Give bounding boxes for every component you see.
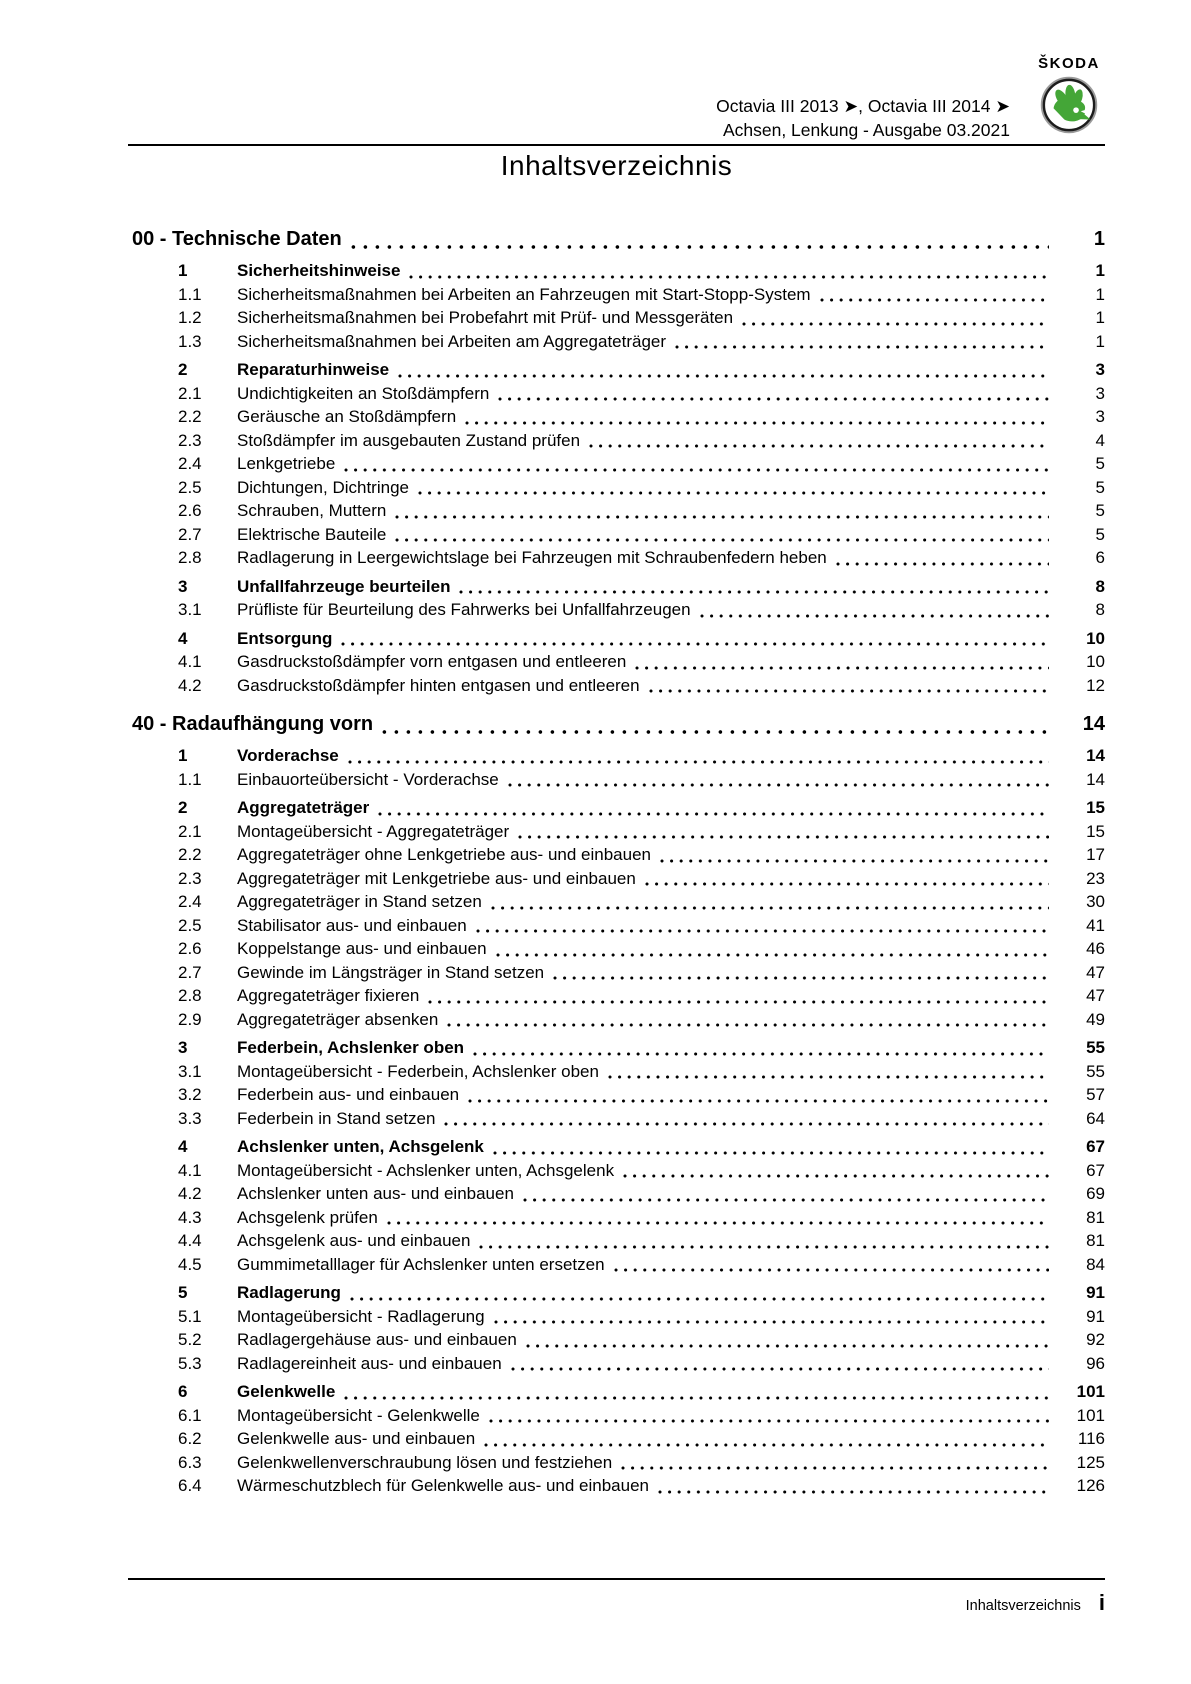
dot-leader xyxy=(444,1122,1049,1126)
toc-entry-number: 4.5 xyxy=(178,1254,202,1274)
toc-entry-number: 2 xyxy=(178,360,188,379)
toc-entry-number: 2.5 xyxy=(178,477,202,497)
toc-entry-number: 1.1 xyxy=(178,769,202,789)
dot-leader xyxy=(498,397,1049,401)
toc-entry-page: 81 xyxy=(1086,1207,1105,1227)
toc-entry-number: 2.8 xyxy=(178,986,202,1005)
toc-entry-label: 40 - Radaufhängung vorn xyxy=(132,713,374,735)
toc-entry-number: 5.2 xyxy=(178,1330,202,1349)
dot-leader xyxy=(700,614,1049,618)
toc-entry-row xyxy=(128,914,1105,938)
toc-entry-row xyxy=(128,1229,1105,1253)
toc-entry-label: Montageübersicht - Federbein, Achslenker oben xyxy=(237,1061,599,1081)
toc-entry-number: 3 xyxy=(178,576,188,596)
toc-entry-page: 8 xyxy=(1095,600,1105,619)
dot-leader xyxy=(344,1396,1049,1400)
toc-entry-label: Radlagerung xyxy=(237,1283,341,1302)
toc-entry-page: 6 xyxy=(1095,548,1105,567)
toc-entry-number: 3.1 xyxy=(178,600,202,619)
toc-entry-row xyxy=(128,452,1105,476)
toc-entry-row xyxy=(128,890,1105,914)
skoda-winged-arrow-icon xyxy=(1038,75,1100,135)
toc-entry-number: 4.1 xyxy=(178,652,202,671)
dot-leader xyxy=(526,1344,1049,1348)
toc-entry-page: 14 xyxy=(1082,713,1105,735)
dot-leader xyxy=(523,1198,1049,1202)
toc-entry-row xyxy=(128,1206,1105,1230)
toc-entry-row xyxy=(128,283,1105,307)
toc-entry-number: 4.3 xyxy=(178,1207,202,1227)
toc-entry-number: 1.2 xyxy=(178,308,202,327)
toc-entry-row xyxy=(128,820,1105,844)
toc-entry-page: 55 xyxy=(1086,1038,1105,1057)
toc-entry-number: 1 xyxy=(178,746,188,765)
toc-entry-row xyxy=(128,627,1105,651)
toc-entry-row xyxy=(128,1036,1105,1060)
toc-entry-label: Lenkgetriebe xyxy=(237,454,336,473)
toc-entry-row xyxy=(128,429,1105,453)
toc-entry-number: 2 xyxy=(178,798,188,817)
header-divider xyxy=(128,144,1105,146)
toc-entry-page: 84 xyxy=(1086,1254,1105,1274)
toc-entry-page: 5 xyxy=(1095,477,1105,497)
skoda-wordmark: ŠKODA xyxy=(1038,55,1100,72)
toc-entry-label: Stoßdämpfer im ausgebauten Zustand prüfen xyxy=(237,430,581,450)
toc-entry-label: Sicherheitsmaßnahmen bei Probefahrt mit Prüf- und Messgeräten xyxy=(237,308,734,327)
toc-entry-page: 17 xyxy=(1086,845,1105,864)
toc-entry-number: 6.4 xyxy=(178,1476,202,1495)
toc-entry-number: 4.2 xyxy=(178,675,202,695)
toc-entry-number: 6.3 xyxy=(178,1452,202,1472)
toc-entry-number: 5 xyxy=(178,1283,188,1302)
toc-entry-label: Achslenker unten, Achsgelenk xyxy=(237,1137,484,1156)
dot-leader xyxy=(465,421,1049,425)
toc-entry-page: 67 xyxy=(1086,1137,1105,1156)
toc-entry-page: 67 xyxy=(1086,1160,1105,1180)
toc-entry-page: 101 xyxy=(1076,1382,1105,1401)
toc-entry-row xyxy=(128,1060,1105,1084)
toc-entry-number: 2.8 xyxy=(178,548,202,567)
toc-entry-row xyxy=(128,744,1105,768)
toc-entry-row xyxy=(128,867,1105,891)
dot-leader xyxy=(623,1174,1049,1178)
toc-entry-page: 1 xyxy=(1095,308,1105,327)
footer-label: Inhaltsverzeichnis xyxy=(965,1598,1081,1614)
toc-entry-label: Gelenkwellenverschraubung lösen und festziehen xyxy=(237,1452,613,1472)
table-of-contents xyxy=(128,212,1105,1498)
toc-entry-page: 15 xyxy=(1086,821,1105,841)
toc-entry-label: Montageübersicht - Gelenkwelle xyxy=(237,1405,480,1425)
toc-entry-number: 2.6 xyxy=(178,939,202,958)
toc-chapter-row xyxy=(128,225,1105,254)
toc-entry-label: Aggregateträger absenken xyxy=(237,1009,439,1029)
dot-leader xyxy=(660,859,1049,863)
toc-entry-row xyxy=(128,330,1105,354)
toc-entry-number: 2.2 xyxy=(178,407,202,426)
toc-entry-number: 5.1 xyxy=(178,1306,202,1326)
toc-entry-number: 3.1 xyxy=(178,1061,202,1081)
toc-entry-label: Aggregateträger ohne Lenkgetriebe aus- und einbauen xyxy=(237,845,651,864)
toc-entry-number: 4.4 xyxy=(178,1231,202,1250)
skoda-logo xyxy=(1031,56,1107,135)
header-edition-line: Achsen, Lenkung - Ausgabe 03.2021 xyxy=(722,120,1010,140)
dot-leader xyxy=(511,1367,1049,1371)
header-model-line: Octavia III 2013 ➤, Octavia III 2014 ➤ xyxy=(716,96,1010,116)
toc-entry-label: Gewinde im Längsträger in Stand setzen xyxy=(237,962,545,982)
toc-entry-page: 64 xyxy=(1086,1108,1105,1128)
toc-entry-label: Montageübersicht - Radlagerung xyxy=(237,1306,485,1326)
toc-entry-number: 2.7 xyxy=(178,524,202,544)
dot-leader xyxy=(447,1023,1049,1027)
toc-entry-page: 10 xyxy=(1086,652,1105,671)
dot-leader xyxy=(589,444,1049,448)
toc-entry-label: Koppelstange aus- und einbauen xyxy=(237,939,487,958)
toc-entry-row xyxy=(128,1083,1105,1107)
dot-leader xyxy=(341,642,1049,646)
dot-leader xyxy=(459,590,1049,594)
toc-entry-page: 3 xyxy=(1095,383,1105,403)
toc-entry-row xyxy=(128,1107,1105,1131)
toc-entry-page: 91 xyxy=(1086,1283,1105,1302)
toc-entry-row xyxy=(128,1159,1105,1183)
toc-entry-page: 55 xyxy=(1086,1061,1105,1081)
toc-entry-label: Achslenker unten aus- und einbauen xyxy=(237,1184,514,1203)
dot-leader xyxy=(479,1245,1049,1249)
dot-leader xyxy=(608,1075,1049,1079)
toc-entry-page: 92 xyxy=(1086,1330,1105,1349)
toc-entry-page: 126 xyxy=(1076,1476,1105,1495)
toc-entry-label: Sicherheitshinweise xyxy=(237,261,401,280)
toc-entry-number: 4.1 xyxy=(178,1160,202,1180)
toc-entry-label: Montageübersicht - Aggregateträger xyxy=(237,821,510,841)
toc-entry-label: Sicherheitsmaßnahmen bei Arbeiten am Aggregateträger xyxy=(237,331,667,351)
toc-entry-page: 5 xyxy=(1095,501,1105,520)
dot-leader xyxy=(351,245,1049,249)
toc-entry-label: Aggregateträger fixieren xyxy=(237,986,420,1005)
toc-entry-number: 4 xyxy=(178,628,188,648)
toc-entry-row xyxy=(128,1352,1105,1376)
toc-entry-row xyxy=(128,650,1105,674)
toc-entry-page: 47 xyxy=(1086,986,1105,1005)
toc-entry-number: 1 xyxy=(178,261,188,280)
toc-entry-row xyxy=(128,1328,1105,1352)
dot-leader xyxy=(614,1268,1049,1272)
toc-entry-label: Radlagergehäuse aus- und einbauen xyxy=(237,1330,517,1349)
toc-entry-number: 6 xyxy=(178,1382,188,1401)
toc-entry-row xyxy=(128,1253,1105,1277)
page-title: Inhaltsverzeichnis xyxy=(500,150,733,181)
toc-entry-page: 3 xyxy=(1095,407,1105,426)
toc-entry-row xyxy=(128,306,1105,330)
dot-leader xyxy=(348,760,1049,764)
toc-entry-row xyxy=(128,476,1105,500)
toc-entry-label: Wärmeschutzblech für Gelenkwelle aus- und einbauen xyxy=(237,1476,650,1495)
toc-entry-page: 3 xyxy=(1095,360,1105,379)
toc-entry-label: Reparaturhinweise xyxy=(237,360,390,379)
toc-entry-row xyxy=(128,598,1105,622)
toc-entry-label: Dichtungen, Dichtringe xyxy=(237,477,409,497)
toc-entry-number: 6.2 xyxy=(178,1429,202,1448)
toc-entry-number: 2.5 xyxy=(178,915,202,935)
toc-entry-label: Gasdruckstoßdämpfer hinten entgasen und entleeren xyxy=(237,675,640,695)
toc-entry-row xyxy=(128,546,1105,570)
toc-entry-number: 2.1 xyxy=(178,821,202,841)
toc-entry-row xyxy=(128,1474,1105,1498)
dot-leader xyxy=(395,515,1049,519)
toc-entry-page: 49 xyxy=(1086,1009,1105,1029)
toc-entry-number: 2.4 xyxy=(178,454,202,473)
toc-entry-row xyxy=(128,259,1105,283)
dot-leader xyxy=(473,1052,1049,1056)
toc-entry-label: Aggregateträger in Stand setzen xyxy=(237,892,482,911)
toc-entry-page: 14 xyxy=(1086,769,1105,789)
toc-entry-label: Federbein in Stand setzen xyxy=(237,1108,436,1128)
dot-leader xyxy=(491,906,1049,910)
toc-entry-label: Schrauben, Muttern xyxy=(237,501,387,520)
toc-entry-label: Unfallfahrzeuge beurteilen xyxy=(237,576,451,596)
toc-entry-page: 10 xyxy=(1086,628,1105,648)
dot-leader xyxy=(382,730,1049,734)
toc-entry-label: Gummimetalllager für Achslenker unten ersetzen xyxy=(237,1254,605,1274)
toc-entry-page: 69 xyxy=(1086,1184,1105,1203)
toc-entry-page: 46 xyxy=(1086,939,1105,958)
dot-leader xyxy=(378,812,1049,816)
toc-entry-page: 1 xyxy=(1095,261,1105,280)
toc-entry-number: 4 xyxy=(178,1137,188,1156)
toc-entry-page: 1 xyxy=(1095,331,1105,351)
dot-leader xyxy=(645,882,1049,886)
toc-entry-row xyxy=(128,984,1105,1008)
toc-entry-number: 3 xyxy=(178,1038,188,1057)
toc-entry-label: Elektrische Bauteile xyxy=(237,524,387,544)
toc-entry-label: Undichtigkeiten an Stoßdämpfern xyxy=(237,383,490,403)
toc-entry-label: Gelenkwelle xyxy=(237,1382,336,1401)
dot-leader xyxy=(468,1099,1049,1103)
toc-entry-page: 96 xyxy=(1086,1353,1105,1373)
dot-leader xyxy=(489,1419,1049,1423)
dot-leader xyxy=(496,953,1049,957)
dot-leader xyxy=(742,322,1049,326)
dot-leader xyxy=(553,976,1049,980)
dot-leader xyxy=(428,1000,1049,1004)
toc-entry-row xyxy=(128,1281,1105,1305)
toc-entry-label: Prüfliste für Beurteilung des Fahrwerks bei Unfallfahrzeugen xyxy=(237,600,691,619)
toc-entry-page: 125 xyxy=(1076,1452,1105,1472)
footer-page-roman: i xyxy=(1098,1590,1105,1615)
toc-entry-label: Achsgelenk prüfen xyxy=(237,1207,378,1227)
toc-entry-number: 3.2 xyxy=(178,1085,202,1104)
toc-entry-page: 1 xyxy=(1095,284,1105,304)
dot-leader xyxy=(508,783,1049,787)
toc-entry-number: 2.3 xyxy=(178,868,202,888)
toc-entry-row xyxy=(128,961,1105,985)
dot-leader xyxy=(635,666,1049,670)
dot-leader xyxy=(398,374,1049,378)
toc-entry-row xyxy=(128,405,1105,429)
toc-entry-page: 12 xyxy=(1086,675,1105,695)
toc-entry-number: 4.2 xyxy=(178,1184,202,1203)
toc-entry-page: 41 xyxy=(1086,915,1105,935)
dot-leader xyxy=(387,1221,1049,1225)
toc-entry-row xyxy=(128,358,1105,382)
toc-entry-number: 2.2 xyxy=(178,845,202,864)
toc-entry-row xyxy=(128,1380,1105,1404)
toc-entry-number: 2.3 xyxy=(178,430,202,450)
toc-entry-label: Achsgelenk aus- und einbauen xyxy=(237,1231,471,1250)
dot-leader xyxy=(350,1297,1049,1301)
toc-entry-row xyxy=(128,768,1105,792)
dot-leader xyxy=(649,689,1049,693)
toc-entry-label: Federbein, Achslenker oben xyxy=(237,1038,465,1057)
toc-entry-number: 2.4 xyxy=(178,892,202,911)
toc-entry-number: 2.7 xyxy=(178,962,202,982)
toc-entry-page: 14 xyxy=(1086,746,1105,765)
dot-leader xyxy=(658,1490,1049,1494)
toc-entry-row xyxy=(128,843,1105,867)
toc-entry-row xyxy=(128,674,1105,698)
toc-entry-row xyxy=(128,1135,1105,1159)
toc-entry-label: Geräusche an Stoßdämpfern xyxy=(237,407,457,426)
toc-entry-row xyxy=(128,575,1105,599)
toc-entry-page: 5 xyxy=(1095,454,1105,473)
toc-entry-number: 1.1 xyxy=(178,284,202,304)
toc-entry-page: 4 xyxy=(1095,430,1105,450)
toc-entry-label: Aggregateträger xyxy=(237,798,370,817)
toc-entry-page: 116 xyxy=(1077,1429,1105,1448)
dot-leader xyxy=(494,1320,1049,1324)
toc-entry-number: 2.6 xyxy=(178,501,202,520)
toc-entry-row xyxy=(128,1427,1105,1451)
dot-leader xyxy=(484,1443,1049,1447)
toc-entry-page: 57 xyxy=(1086,1085,1105,1104)
footer-divider xyxy=(128,1578,1105,1580)
toc-entry-row xyxy=(128,1008,1105,1032)
toc-entry-row xyxy=(128,1404,1105,1428)
toc-entry-page: 8 xyxy=(1095,576,1105,596)
toc-entry-label: Gasdruckstoßdämpfer vorn entgasen und entleeren xyxy=(237,652,627,671)
toc-entry-row xyxy=(128,1451,1105,1475)
toc-entry-row xyxy=(128,1305,1105,1329)
dot-leader xyxy=(820,298,1049,302)
page-footer xyxy=(966,1590,1105,1616)
toc-entry-label: Vorderachse xyxy=(237,746,339,765)
toc-entry-row xyxy=(128,796,1105,820)
toc-entry-number: 3.3 xyxy=(178,1108,202,1128)
dot-leader xyxy=(344,468,1049,472)
dot-leader xyxy=(476,929,1049,933)
toc-entry-label: Sicherheitsmaßnahmen bei Arbeiten an Fahrzeugen mit Start-Stopp-System xyxy=(237,284,811,304)
dot-leader xyxy=(395,538,1049,542)
toc-entry-label: Gelenkwelle aus- und einbauen xyxy=(237,1429,476,1448)
toc-entry-number: 1.3 xyxy=(178,331,202,351)
toc-entry-number: 6.1 xyxy=(178,1405,202,1425)
toc-entry-label: Aggregateträger mit Lenkgetriebe aus- und einbauen xyxy=(237,868,636,888)
toc-entry-label: Montageübersicht - Achslenker unten, Achsgelenk xyxy=(237,1160,615,1180)
toc-entry-row xyxy=(128,499,1105,523)
toc-entry-page: 81 xyxy=(1086,1231,1105,1250)
toc-entry-number: 2.1 xyxy=(178,383,202,403)
toc-entry-page: 5 xyxy=(1095,524,1105,544)
toc-entry-label: Einbauorteübersicht - Vorderachse xyxy=(237,769,499,789)
toc-entry-page: 91 xyxy=(1086,1306,1105,1326)
toc-entry-row xyxy=(128,937,1105,961)
toc-chapter-row xyxy=(128,710,1105,739)
toc-entry-row xyxy=(128,382,1105,406)
toc-entry-label: Entsorgung xyxy=(237,628,333,648)
toc-entry-page: 30 xyxy=(1086,892,1105,911)
dot-leader xyxy=(621,1466,1049,1470)
toc-entry-page: 1 xyxy=(1093,228,1105,250)
dot-leader xyxy=(675,345,1049,349)
toc-entry-label: Radlagerung in Leergewichtslage bei Fahrzeugen mit Schraubenfedern heben xyxy=(237,548,827,567)
toc-entry-page: 15 xyxy=(1086,798,1105,817)
dot-leader xyxy=(418,491,1049,495)
toc-entry-label: 00 - Technische Daten xyxy=(132,228,342,250)
dot-leader xyxy=(493,1151,1049,1155)
dot-leader xyxy=(409,275,1049,279)
dot-leader xyxy=(836,562,1049,566)
toc-entry-page: 23 xyxy=(1086,868,1105,888)
toc-entry-row xyxy=(128,523,1105,547)
toc-entry-number: 5.3 xyxy=(178,1353,202,1373)
toc-entry-label: Federbein aus- und einbauen xyxy=(237,1085,460,1104)
toc-entry-number: 2.9 xyxy=(178,1009,202,1029)
page-header xyxy=(716,94,1010,142)
toc-entry-row xyxy=(128,1182,1105,1206)
dot-leader xyxy=(518,835,1049,839)
toc-entry-page: 101 xyxy=(1076,1405,1105,1425)
toc-entry-label: Radlagereinheit aus- und einbauen xyxy=(237,1353,502,1373)
toc-entry-page: 47 xyxy=(1086,962,1105,982)
toc-entry-label: Stabilisator aus- und einbauen xyxy=(237,915,467,935)
